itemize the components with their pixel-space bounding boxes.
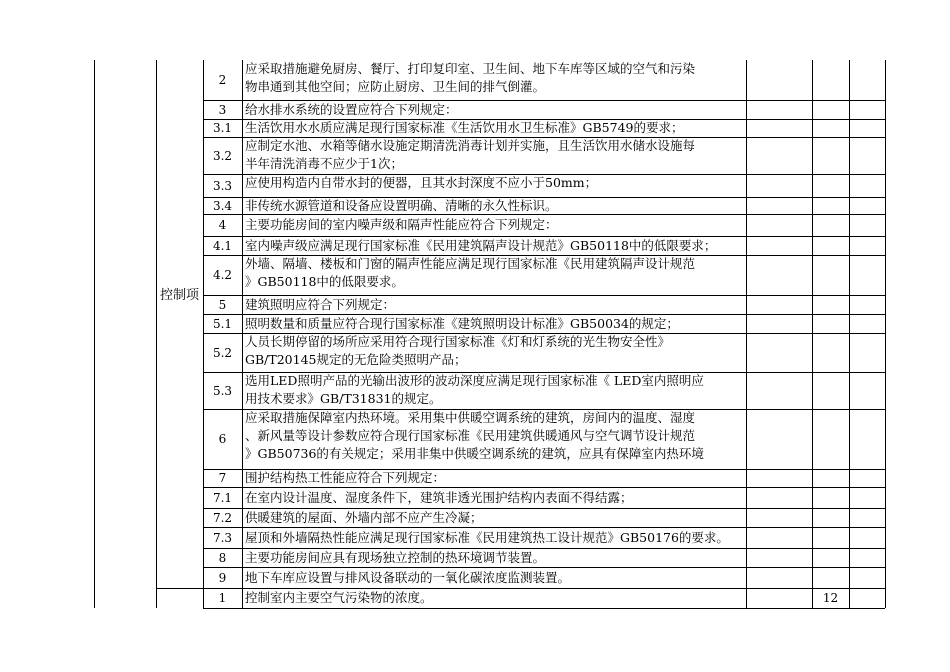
row-text: 主要功能房间应具有现场独立控制的热环境调节装置。	[245, 549, 546, 565]
row-number: 3.3	[212, 178, 233, 193]
row-text: 选用LED照明产品的光输出波形的波动深度应满足现行国家标准《 LED室内照明应 用技术要求》GB/T31831的规定。	[245, 373, 704, 406]
row-text: 照明数量和质量应符合现行国家标准《建筑照明设计标准》GB50034的规定；	[245, 315, 679, 331]
row-number: 3.4	[212, 198, 233, 213]
row-score: 12	[822, 591, 839, 605]
row-number: 5.3	[212, 383, 233, 398]
row-text: 应制定水池、水箱等储水设施定期清洗消毒计划并实施，且生活饮用水储水设施每 半年清洗消毒不应少于1次；	[245, 138, 696, 171]
row-number: 7.3	[212, 530, 233, 545]
row-number: 3.1	[212, 121, 233, 135]
row-text: 供暖建筑的屋面、外墙内部不应产生冷凝；	[245, 509, 483, 525]
row-number: 5	[218, 297, 227, 312]
row-text: 应采取措施避免厨房、餐厅、打印复印室、卫生间、地下车库等区域的空气和污染 物串通到其他空间；应防止厨房、卫生间的排气倒灌。	[245, 61, 696, 94]
row-number: 3	[218, 102, 227, 117]
row-text: 室内噪声级应满足现行国家标准《民用建筑隔声设计规范》GB50118中的低限要求；	[245, 237, 717, 253]
row-text: 在室内设计温度、湿度条件下，建筑非透光围护结构内表面不得结露；	[245, 489, 633, 505]
table-bottom-border	[203, 608, 885, 609]
row-number: 6	[218, 432, 227, 446]
row-number: 4.1	[212, 238, 233, 253]
row-divider	[203, 214, 885, 215]
row-text: 应使用构造内自带水封的便器，且其水封深度不应小于50mm；	[245, 175, 598, 190]
row-text: 给水排水系统的设置应符合下列规定：	[245, 101, 458, 117]
row-text: 人员长期停留的场所应采用符合现行国家标准《灯和灯系统的光生物安全性》 GB/T20145规定的无危险类照明产品；	[245, 334, 671, 367]
row-number: 5.2	[212, 345, 233, 360]
col-b-border	[849, 60, 850, 608]
row-number: 4	[218, 218, 227, 232]
row-number: 3.2	[212, 148, 233, 163]
row-text: 生活饮用水水质应满足现行国家标准《生活饮用水卫生标准》GB5749的要求；	[245, 120, 684, 135]
row-number: 1	[218, 591, 227, 605]
row-text: 建筑照明应符合下列规定：	[245, 296, 396, 312]
row-text: 地下车库应设置与排风设备联动的一氧化碳浓度监测装置。	[245, 569, 571, 585]
row-number: 7.1	[212, 490, 233, 505]
row-number: 7.2	[212, 510, 233, 525]
col-c-border	[885, 60, 886, 608]
col-a-border	[812, 60, 813, 608]
row-text: 控制室内主要空气污染物的浓度。	[245, 590, 433, 605]
row-number: 5.1	[212, 316, 233, 331]
row-text: 非传统水源管道和设备应设置明确、清晰的永久性标识。	[245, 197, 558, 213]
row-text: 围护结构热工性能应符合下列规定：	[245, 470, 446, 485]
row-number: 4.2	[212, 268, 233, 282]
outer-left-border	[94, 60, 95, 608]
row-text: 屋顶和外墙隔热性能应满足现行国家标准《民用建筑热工设计规范》GB50176的要求。	[245, 529, 729, 545]
row-text: 外墙、隔墙、楼板和门窗的隔声性能应满足现行国家标准《民用建筑隔声设计规范 》GB50118中的低限要求。	[245, 256, 696, 289]
category-column-border	[156, 60, 157, 608]
section-label: 控制项	[160, 288, 200, 303]
row-text: 主要功能房间的室内噪声级和隔声性能应符合下列规定：	[245, 217, 558, 232]
row-number: 2	[218, 73, 227, 87]
row-number: 9	[218, 570, 227, 585]
row-number: 7	[218, 471, 227, 485]
row-text: 应采取措施保障室内热环境。采用集中供暖空调系统的建筑，房间内的温度、湿度 、新风量等设计参数应符合现行国家标准《民用建筑供暖通风与空气调节设计规范 》GB50736的有关规定；采用非集中供暖空调系统的建筑，应具有保障室内热环境	[245, 410, 704, 461]
row-number: 8	[218, 550, 227, 565]
